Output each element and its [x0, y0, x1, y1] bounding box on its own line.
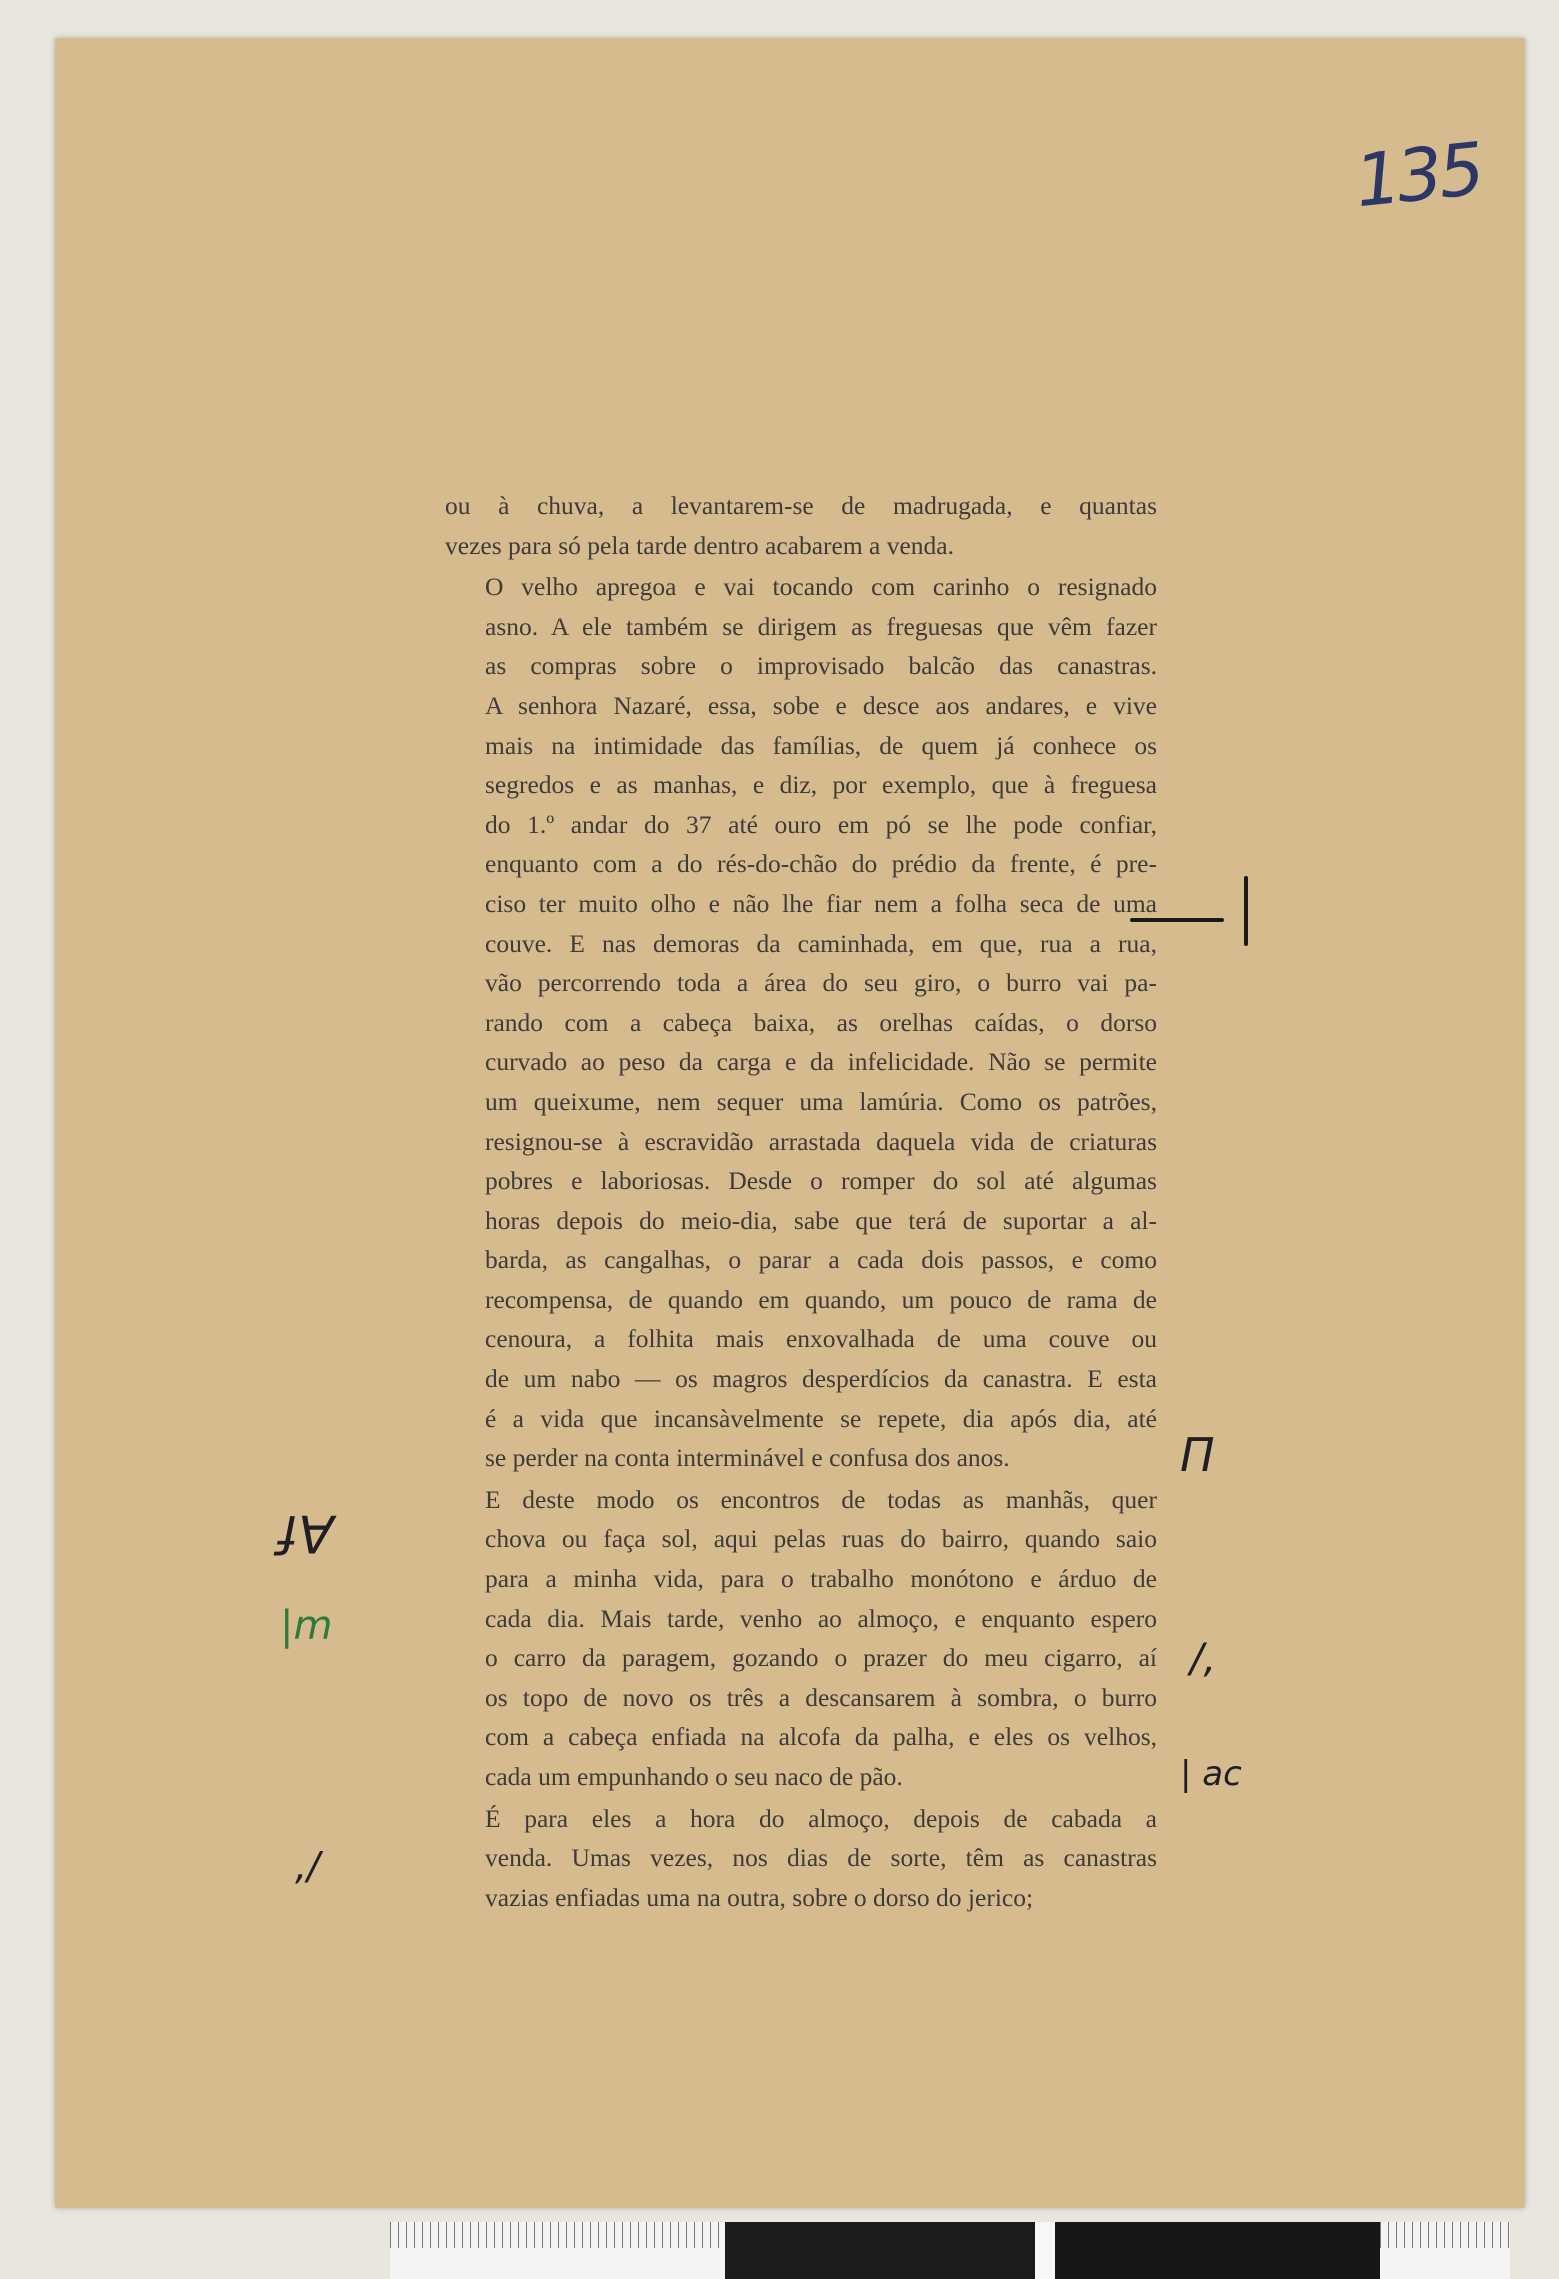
margin-mark-right-comma: /, — [1190, 1636, 1217, 1682]
ruler-white-patch — [1035, 2222, 1055, 2279]
text-line: O velho apregoa e vai tocando com carinho o resignado — [485, 572, 1157, 602]
color-calibration-ruler — [390, 2222, 1510, 2279]
text-line: barda, as cangalhas, o parar a cada dois passos, e como — [485, 1245, 1157, 1275]
text-line: curvado ao peso da carga e da infelicidade. Não se permite — [485, 1047, 1157, 1077]
text-line: do 1.º andar do 37 até ouro em pó se lhe pode confiar, — [485, 809, 1157, 839]
text-line: horas depois do meio-dia, sabe que terá de suportar a al- — [485, 1205, 1157, 1235]
text-line: couve. E nas demoras da caminhada, em que, rua a rua, — [485, 928, 1157, 958]
ruler-black-patch-2 — [1055, 2222, 1380, 2279]
margin-mark-right-pi: Π — [1180, 1428, 1215, 1482]
text-line: vão percorrendo toda a área do seu giro, o burro vai pa- — [485, 968, 1157, 998]
text-line: É para eles a hora do almoço, depois de cabada a — [485, 1803, 1157, 1833]
text-line: para a minha vida, para o trabalho monótono e árduo de — [485, 1564, 1157, 1594]
text-line: cada um empunhando o seu naco de pão. — [485, 1762, 903, 1791]
text-line: é a vida que incansàvelmente se repete, dia após dia, até — [485, 1403, 1157, 1433]
text-line: pobres e laboriosas. Desde o romper do sol até algumas — [485, 1166, 1157, 1196]
text-line: asno. A ele também se dirigem as freguesas que vêm fazer — [485, 611, 1157, 641]
text-line: o carro da paragem, gozando o prazer do meu cigarro, aí — [485, 1643, 1157, 1673]
document-sheet — [55, 38, 1525, 2208]
paragraph — [445, 1799, 1157, 1918]
text-line: venda. Umas vezes, nos dias de sorte, têm as canastras — [485, 1843, 1157, 1873]
text-line: os topo de novo os três a descansarem à sombra, o burro — [485, 1682, 1157, 1712]
text-line: um queixume, nem sequer uma lamúria. Como os patrões, — [485, 1086, 1157, 1116]
body-text — [445, 486, 1157, 1917]
text-line: E deste modo os encontros de todas as manhãs, quer — [485, 1484, 1157, 1514]
ruler-black-patch — [725, 2222, 1035, 2279]
text-line: se perder na conta interminável e confusa dos anos. — [485, 1443, 1010, 1473]
text-line: enquanto com a do rés-do-chão do prédio da frente, é pre- — [485, 849, 1157, 879]
text-line: chova ou faça sol, aqui pelas ruas do bairro, quando saio — [485, 1524, 1157, 1554]
text-line: com a cabeça enfiada na alcofa da palha, e eles os velhos, — [485, 1722, 1157, 1752]
text-line: A senhora Nazaré, essa, sobe e desce aos andares, e vive — [485, 690, 1157, 720]
ruler-ticks — [390, 2222, 725, 2279]
ruler-ticks-2 — [1380, 2222, 1510, 2279]
text-line: rando com a cabeça baixa, as orelhas caídas, o dorso — [485, 1007, 1157, 1037]
paragraph — [445, 486, 1157, 565]
text-line: cada dia. Mais tarde, venho ao almoço, e enquanto espero — [485, 1603, 1157, 1633]
margin-mark-right-ac: | ac — [1180, 1754, 1242, 1794]
text-line: vazias enfiadas uma na outra, sobre o dorso do jerico; — [485, 1882, 1034, 1912]
text-line: vezes para só pela tarde dentro acabarem a venda. — [445, 530, 955, 560]
text-line: de um nabo — os magros desperdícios da canastra. E esta — [485, 1364, 1157, 1394]
text-line: resignou-se à escravidão arrastada daquela vida de criaturas — [485, 1126, 1157, 1156]
paragraph — [445, 567, 1157, 1478]
paragraph — [445, 1480, 1157, 1797]
text-line: cenoura, a folhita mais enxovalhada de uma couve ou — [485, 1324, 1157, 1354]
text-line: mais na intimidade das famílias, de quem já conhece os — [485, 730, 1157, 760]
margin-mark-left-green: |m — [280, 1603, 333, 1649]
text-line: ou à chuva, a levantarem-se de madrugada, e quantas — [445, 491, 1157, 520]
text-line: as compras sobre o improvisado balcão das canastras. — [485, 651, 1157, 681]
text-line: segredos e as manhas, e diz, por exemplo, que à freguesa — [485, 770, 1157, 800]
text-line: recompensa, de quando em quando, um pouco de rama de — [485, 1284, 1157, 1314]
margin-bracket-mark — [1130, 876, 1250, 946]
margin-mark-left-af: Af — [280, 1503, 334, 1563]
text-line: ciso ter muito olho e não lhe fiar nem a folha seca de uma — [485, 888, 1157, 918]
handwritten-page-number: 135 — [1350, 126, 1485, 224]
margin-mark-left-bottom: ,/ — [295, 1844, 320, 1888]
